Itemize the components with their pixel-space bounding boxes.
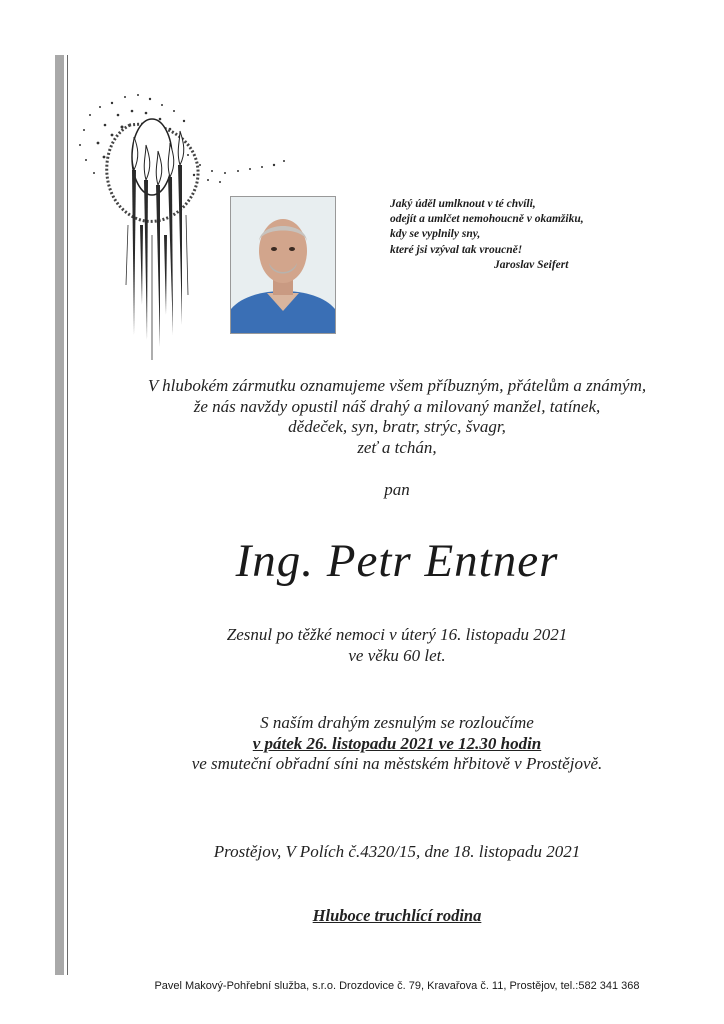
quote-author: Jaroslav Seifert <box>494 258 569 271</box>
funeral-info <box>70 713 724 775</box>
left-border-line <box>67 55 68 975</box>
left-border-bar <box>55 55 64 975</box>
place-and-date: Prostějov, V Polích č.4320/15, dne 18. listopadu 2021 <box>213 842 581 861</box>
quote-line: které jsi vzýval tak vroucně! <box>390 243 523 256</box>
deceased-name: Ing. Petr Entner <box>235 535 559 587</box>
salutation: pan <box>384 480 410 499</box>
funeral-location: ve smuteční obřadní síni na městském hřbitově v Prostějově. <box>191 754 603 773</box>
death-notice <box>70 624 724 666</box>
death-notice-line: ve věku 60 let. <box>348 646 446 665</box>
quote-line: Jaký úděl umlknout v té chvíli, <box>390 198 536 210</box>
funeral-date: v pátek 26. listopadu 2021 ve 12.30 hodin <box>252 733 542 753</box>
funeral-line: S naším drahým zesnulým se rozloučíme <box>260 713 534 732</box>
announcement-line: V hlubokém zármutku oznamujeme všem příbuzným, přátelům a známým, <box>147 376 647 395</box>
death-notice-line: Zesnul po těžké nemoci v úterý 16. listopadu 2021 <box>226 625 568 644</box>
family-signature: Hluboce truchlící rodina <box>312 906 482 925</box>
portrait-photo <box>230 196 336 334</box>
announcement-text <box>70 376 724 458</box>
poem-quote <box>390 197 640 273</box>
quote-line: odejít a umlčet nemohoucně v okamžiku, <box>390 213 584 226</box>
funeral-service-footer: Pavel Makový-Pohřební služba, s.r.o. Drozdovice č. 79, Kravařova č. 11, Prostějov, tel.:582 341 368 <box>154 980 640 992</box>
announcement-line: že nás navždy opustil náš drahý a milovaný manžel, tatínek, <box>193 396 601 416</box>
announcement-line: zeť a tchán, <box>357 437 437 457</box>
announcement-line: dědeček, syn, bratr, strýc, švagr, <box>288 417 506 436</box>
quote-line: kdy se vyplnily sny, <box>390 228 481 241</box>
